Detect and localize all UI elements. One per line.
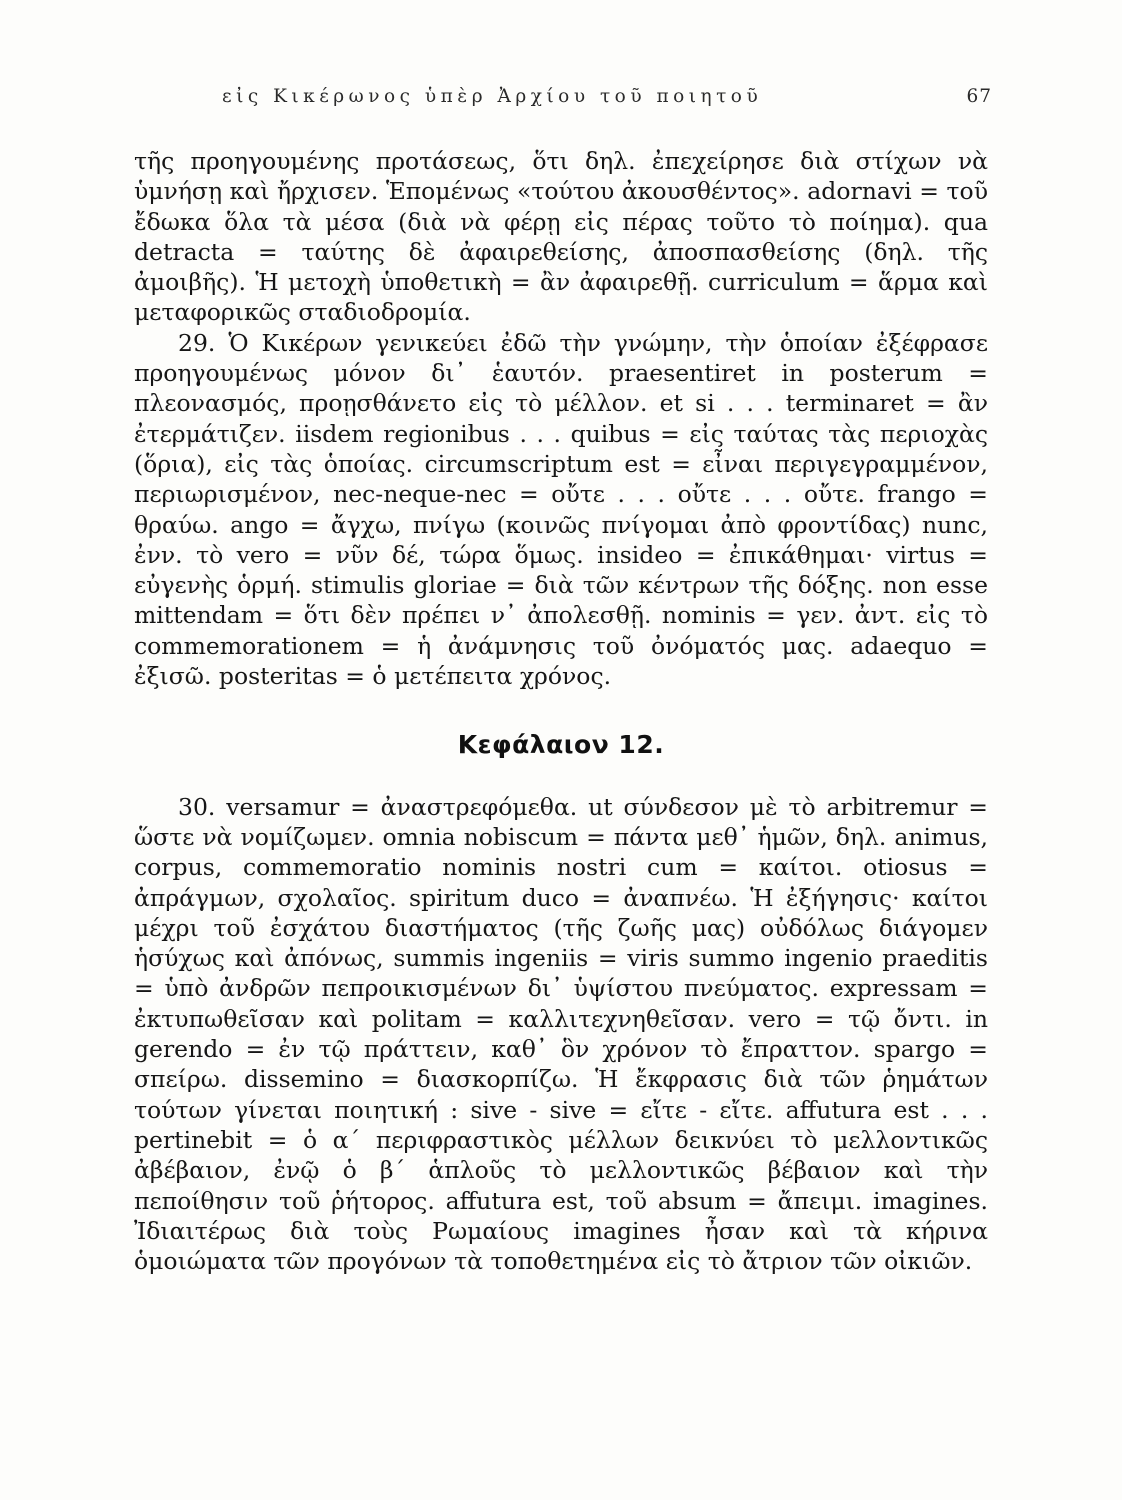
chapter-heading: Κεφάλαιον 12.: [457, 730, 665, 760]
paragraph-29: 29. Ὁ Κικέρων γενικεύει ἐδῶ τὴν γνώμην, τὴν ὁποίαν ἐξέφρασε προηγουμένως μόνον δι᾽ ἑαυτόν. praesentiret in posterum = πλεονασμός, προῃσθάνετο εἰς τὸ μέλλον. et si . . . terminaret = ἂν ἐτερμάτιζεν. iisdem regionibus . . . quibus = εἰς ταύτας τὰς περιοχὰς (ὅρια), εἰς τὰς ὁποίας. circumscriptum est = εἶναι περιγεγραμμένον, περιωρισμένον, nec-neque-nec = οὔτε . . . οὔτε . . . οὔτε. frango = θραύω. ango = ἄγχω, πνίγω (κοινῶς πνίγομαι ἀπὸ φροντίδας) nunc, ἐνν. τὸ vero = νῦν δέ, τώρα ὅμως. insideo = ἐπικάθημαι· virtus = εὐγενὴς ὁρμή. stimulis gloriae = διὰ τῶν κέντρων τῆς δόξης. non esse mittendam = ὅτι δὲν πρέπει ν᾽ ἀπολεσθῇ. nominis = γεν. ἀντ. εἰς τὸ commemorationem = ἡ ἀνάμνησις τοῦ ὀνόματός μας. adaequo = ἐξισῶ. posteritas = ὁ μετέπειτα χρόνος.: [134, 328, 988, 691]
page-number: 67: [966, 86, 992, 107]
running-head: [222, 86, 992, 107]
continuation-paragraph: τῆς προηγουμένης προτάσεως, ὅτι δηλ. ἐπεχείρησε διὰ στίχων νὰ ὑμνήσῃ καὶ ἤρχισεν. Ἑπομένως «τούτου ἀκουσθέντος». adornavi = τοῦ ἔδωκα ὅλα τὰ μέσα (διὰ νὰ φέρῃ εἰς πέρας τοῦτο τὸ ποίημα). qua detracta = ταύτης δὲ ἀφαιρεθείσης, ἀποσπασθείσης (δηλ. τῆς ἀμοιβῆς). Ἡ μετοχὴ ὑποθετικὴ = ἂν ἀφαιρεθῇ. curriculum = ἅρμα καὶ μεταφορικῶς σταδιοδρομία.: [134, 147, 988, 327]
paragraph-30: 30. versamur = ἀναστρεφόμεθα. ut σύνδεσον μὲ τὸ arbitremur = ὥστε νὰ νομίζωμεν. omnia nobiscum = πάντα μεθ᾽ ἡμῶν, δηλ. animus, corpus, commemoratio nominis nostri cum = καίτοι. otiosus = ἀπράγμων, σχολαῖος. spiritum duco = ἀναπνέω. Ἡ ἐξήγησις· καίτοι μέχρι τοῦ ἐσχάτου διαστήματος (τῆς ζωῆς μας) οὐδόλως διάγομεν ἡσύχως καὶ ἀπόνως, summis ingeniis = viris summo ingenio praeditis = ὑπὸ ἀνδρῶν πεπροικισμένων δι᾽ ὑψίστου πνεύματος. expressam = ἐκτυπωθεῖσαν καὶ politam = καλλιτεχνηθεῖσαν. vero = τῷ ὄντι. in gerendo = ἐν τῷ πράττειν, καθ᾽ ὃν χρόνον τὸ ἔπραττον. spargo = σπείρω. dissemino = διασκορπίζω. Ἡ ἔκφρασις διὰ τῶν ῥημάτων τούτων γίνεται ποιητική : sive - sive = εἴτε - εἴτε. affutura est . . . pertinebit = ὁ α´ περιφραστικὸς μέλλων δεικνύει τὸ μελλοντικῶς ἀβέβαιον, ἐνῷ ὁ β´ ἁπλοῦς τὸ μελλοντικῶς βέβαιον καὶ τὴν πεποίθησιν τοῦ ῥήτορος. affutura est, τοῦ absum = ἄπειμι. imagines. Ἰδιαιτέρως διὰ τοὺς Ρωμαίους imagines ἦσαν καὶ τὰ κήρινα ὁμοιώματα τῶν προγόνων τὰ τοποθετημένα εἰς τὸ ἄτριον τῶν οἰκιῶν.: [134, 792, 988, 1276]
running-head-title: εἰς Κικέρωνος ὑπὲρ Ἀρχίου τοῦ ποιητοῦ: [222, 86, 763, 107]
page-body: [134, 146, 988, 1276]
